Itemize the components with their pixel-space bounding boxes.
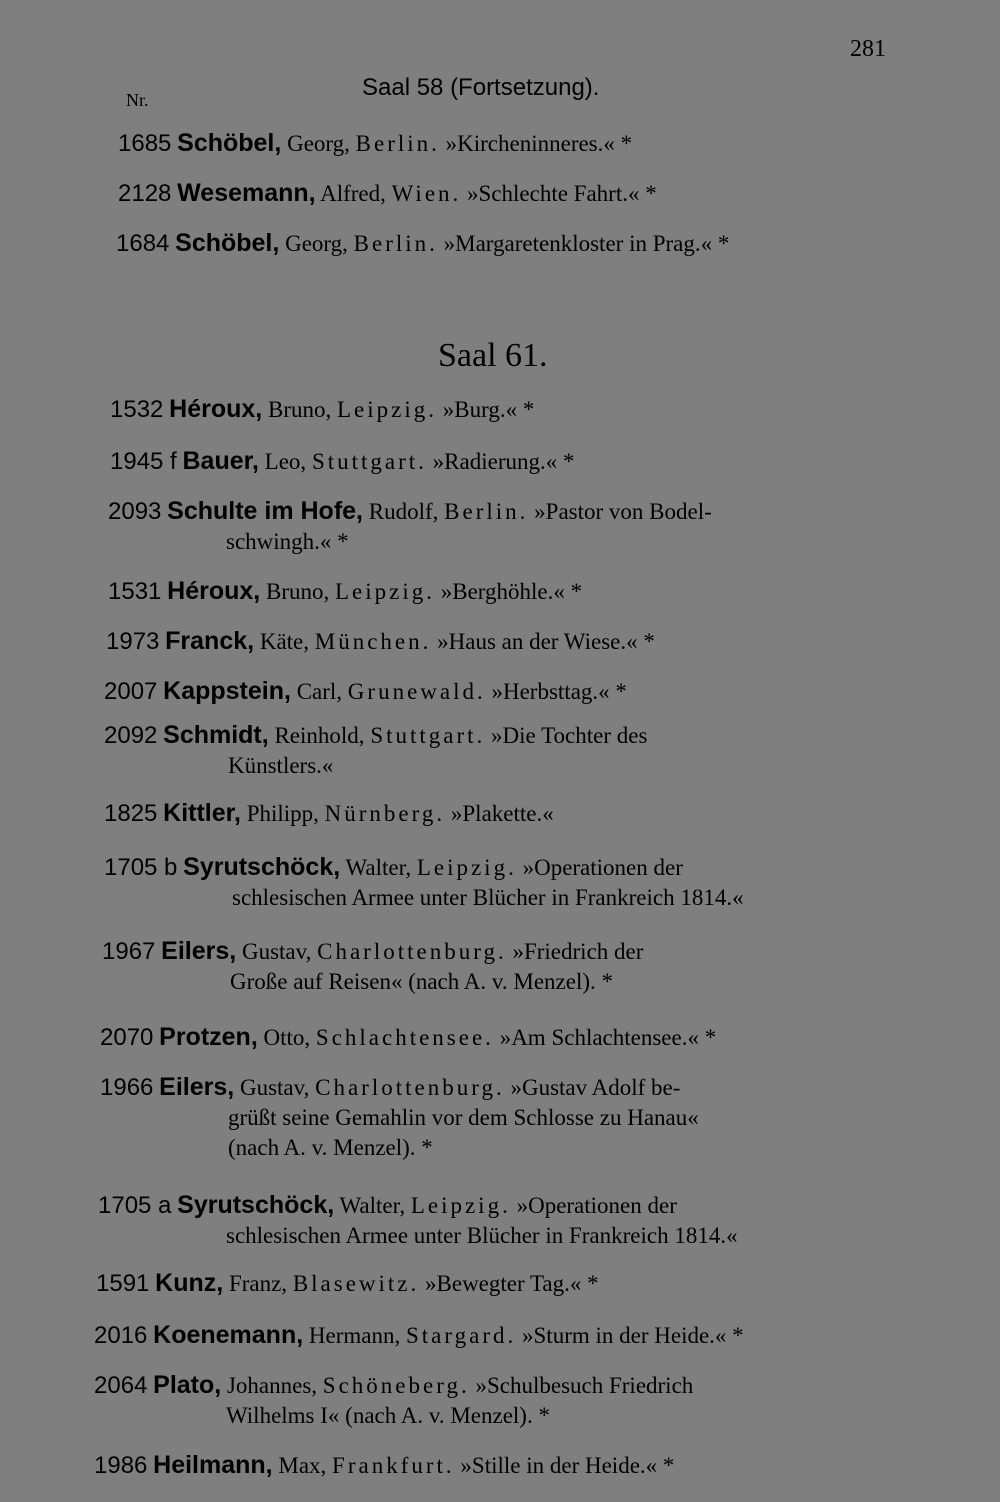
catalog-entry	[102, 936, 643, 997]
artist-firstname: Max,	[278, 1453, 327, 1478]
catalog-entry	[118, 178, 657, 209]
artist-surname: Schulte im Hofe,	[167, 497, 364, 525]
work-title: »Operationen der	[522, 855, 683, 880]
artist-firstname: Johannes,	[226, 1373, 318, 1398]
artist-city: Berlin.	[353, 231, 438, 256]
entry-continuation: schwingh.« *	[226, 529, 349, 554]
artist-firstname: Bruno,	[267, 397, 332, 422]
catalog-entry	[116, 228, 729, 259]
entry-number: 1705 a	[98, 1192, 172, 1219]
work-title: »Sturm in der Heide.« *	[522, 1323, 744, 1348]
artist-surname: Schöbel,	[175, 229, 280, 257]
artist-firstname: Alfred,	[320, 181, 386, 206]
artist-city: Nürnberg.	[324, 801, 446, 826]
artist-surname: Eilers,	[161, 937, 237, 965]
catalog-entry	[104, 676, 627, 707]
artist-city: Leipzig.	[410, 1193, 511, 1218]
entry-number: 2016	[94, 1322, 148, 1349]
artist-firstname: Hermann,	[308, 1323, 401, 1348]
catalog-entry	[106, 626, 655, 657]
section-title-continued: Saal 58 (Fortsetzung).	[362, 74, 600, 101]
work-title: »Burg.« *	[442, 397, 535, 422]
work-title: »Schlechte Fahrt.« *	[467, 181, 657, 206]
work-title: »Herbsttag.« *	[491, 679, 627, 704]
catalog-entry	[108, 576, 582, 607]
artist-city: Stuttgart.	[311, 449, 427, 474]
artist-surname: Koenemann,	[153, 1321, 304, 1349]
artist-surname: Schöbel,	[177, 129, 282, 157]
entry-number: 1966	[100, 1074, 154, 1101]
entry-number: 2070	[100, 1024, 154, 1051]
entry-continuation: grüßt seine Gemahlin vor dem Schlosse zu Hanau«	[228, 1105, 699, 1130]
work-title: »Friedrich der	[512, 939, 644, 964]
section-title: Saal 61.	[438, 337, 548, 374]
work-title: »Die Tochter des	[491, 723, 648, 748]
artist-city: Leipzig.	[334, 579, 435, 604]
artist-city: Blasewitz.	[292, 1271, 420, 1296]
artist-city: Charlottenburg.	[317, 939, 507, 964]
entry-number: 2093	[108, 498, 162, 525]
artist-city: Charlottenburg.	[315, 1075, 505, 1100]
artist-city: Stargard.	[406, 1323, 517, 1348]
artist-surname: Syrutschöck,	[183, 853, 341, 881]
work-title: »Pastor von Bodel-	[534, 499, 712, 524]
catalog-entry	[104, 720, 647, 781]
entry-continuation: Große auf Reisen« (nach A. v. Menzel). *	[230, 969, 613, 994]
work-title: »Schulbesuch Friedrich	[475, 1373, 694, 1398]
artist-surname: Heilmann,	[153, 1451, 273, 1479]
work-title: »Am Schlachtensee.« *	[499, 1025, 717, 1050]
entry-continuation: schlesischen Armee unter Blücher in Frankreich 1814.«	[226, 1223, 738, 1248]
artist-firstname: Gustav,	[241, 939, 312, 964]
entry-continuation: (nach A. v. Menzel). *	[228, 1135, 433, 1160]
work-title: »Plakette.«	[450, 801, 554, 826]
artist-city: Leipzig.	[336, 397, 437, 422]
catalog-entry	[104, 798, 554, 829]
artist-firstname: Georg,	[287, 131, 350, 156]
work-title: »Gustav Adolf be-	[510, 1075, 681, 1100]
artist-surname: Wesemann,	[177, 179, 316, 207]
entry-number: 2092	[104, 722, 158, 749]
entry-number: 1986	[94, 1452, 148, 1479]
catalog-entry	[108, 496, 712, 557]
entry-number: 1531	[108, 578, 162, 605]
catalog-entry	[110, 394, 534, 425]
nr-column-label: Nr.	[126, 90, 149, 110]
artist-firstname: Gustav,	[239, 1075, 310, 1100]
entry-continuation: schlesischen Armee unter Blücher in Frankreich 1814.«	[232, 885, 744, 910]
entry-continuation: Künstlers.«	[228, 753, 334, 778]
artist-surname: Protzen,	[159, 1023, 258, 1051]
entry-number: 2007	[104, 678, 158, 705]
artist-firstname: Bruno,	[265, 579, 330, 604]
artist-city: Leipzig.	[416, 855, 517, 880]
artist-surname: Héroux,	[167, 577, 261, 605]
entry-number: 1705 b	[104, 854, 178, 881]
artist-city: Schöneberg.	[322, 1373, 470, 1398]
artist-city: Stuttgart.	[370, 723, 486, 748]
entry-number: 2064	[94, 1372, 148, 1399]
work-title: »Margaretenkloster in Prag.« *	[443, 231, 730, 256]
artist-surname: Kunz,	[155, 1269, 224, 1297]
artist-firstname: Walter,	[345, 855, 412, 880]
page-number: 281	[850, 36, 886, 62]
catalog-entry	[110, 446, 574, 477]
entry-number: 1945 f	[110, 448, 177, 475]
catalog-entry	[100, 1022, 716, 1053]
artist-city: Schlachtensee.	[315, 1025, 494, 1050]
artist-firstname: Rudolf,	[368, 499, 439, 524]
entry-number: 2128	[118, 180, 172, 207]
artist-surname: Franck,	[165, 627, 255, 655]
artist-city: Berlin.	[444, 499, 529, 524]
work-title: »Radierung.« *	[432, 449, 575, 474]
artist-surname: Héroux,	[169, 395, 263, 423]
artist-surname: Bauer,	[182, 447, 259, 475]
artist-firstname: Philipp,	[246, 801, 319, 826]
artist-city: Berlin.	[355, 131, 440, 156]
work-title: »Berghöhle.« *	[440, 579, 583, 604]
work-title: »Kircheninneres.« *	[445, 131, 633, 156]
catalog-entry	[118, 128, 632, 159]
artist-surname: Kittler,	[163, 799, 241, 827]
artist-city: Grunewald.	[347, 679, 486, 704]
entry-number: 1973	[106, 628, 160, 655]
entry-continuation: Wilhelms I« (nach A. v. Menzel). *	[226, 1403, 550, 1428]
artist-city: München.	[314, 629, 432, 654]
entry-number: 1532	[110, 396, 164, 423]
work-title: »Stille in der Heide.« *	[460, 1453, 675, 1478]
entry-number: 1685	[118, 130, 172, 157]
catalog-entry	[94, 1370, 693, 1431]
artist-surname: Eilers,	[159, 1073, 235, 1101]
catalog-entry	[96, 1268, 599, 1299]
artist-firstname: Leo,	[264, 449, 307, 474]
artist-surname: Kappstein,	[163, 677, 291, 705]
artist-surname: Plato,	[153, 1371, 222, 1399]
artist-surname: Schmidt,	[163, 721, 269, 749]
catalog-entry	[98, 1190, 738, 1251]
entry-number: 1967	[102, 938, 156, 965]
work-title: »Bewegter Tag.« *	[425, 1271, 599, 1296]
catalog-entry	[94, 1320, 744, 1351]
artist-firstname: Reinhold,	[274, 723, 365, 748]
artist-firstname: Käte,	[259, 629, 309, 654]
artist-firstname: Carl,	[296, 679, 343, 704]
work-title: »Haus an der Wiese.« *	[437, 629, 655, 654]
catalog-entry	[100, 1072, 699, 1163]
entry-number: 1591	[96, 1270, 150, 1297]
artist-firstname: Walter,	[339, 1193, 406, 1218]
catalog-entry	[94, 1450, 674, 1481]
artist-firstname: Georg,	[285, 231, 348, 256]
entry-number: 1825	[104, 800, 158, 827]
artist-city: Frankfurt.	[332, 1453, 455, 1478]
artist-city: Wien.	[391, 181, 462, 206]
entry-number: 1684	[116, 230, 170, 257]
artist-firstname: Franz,	[228, 1271, 288, 1296]
artist-firstname: Otto,	[263, 1025, 311, 1050]
work-title: »Operationen der	[516, 1193, 677, 1218]
catalog-entry	[104, 852, 744, 913]
artist-surname: Syrutschöck,	[177, 1191, 335, 1219]
